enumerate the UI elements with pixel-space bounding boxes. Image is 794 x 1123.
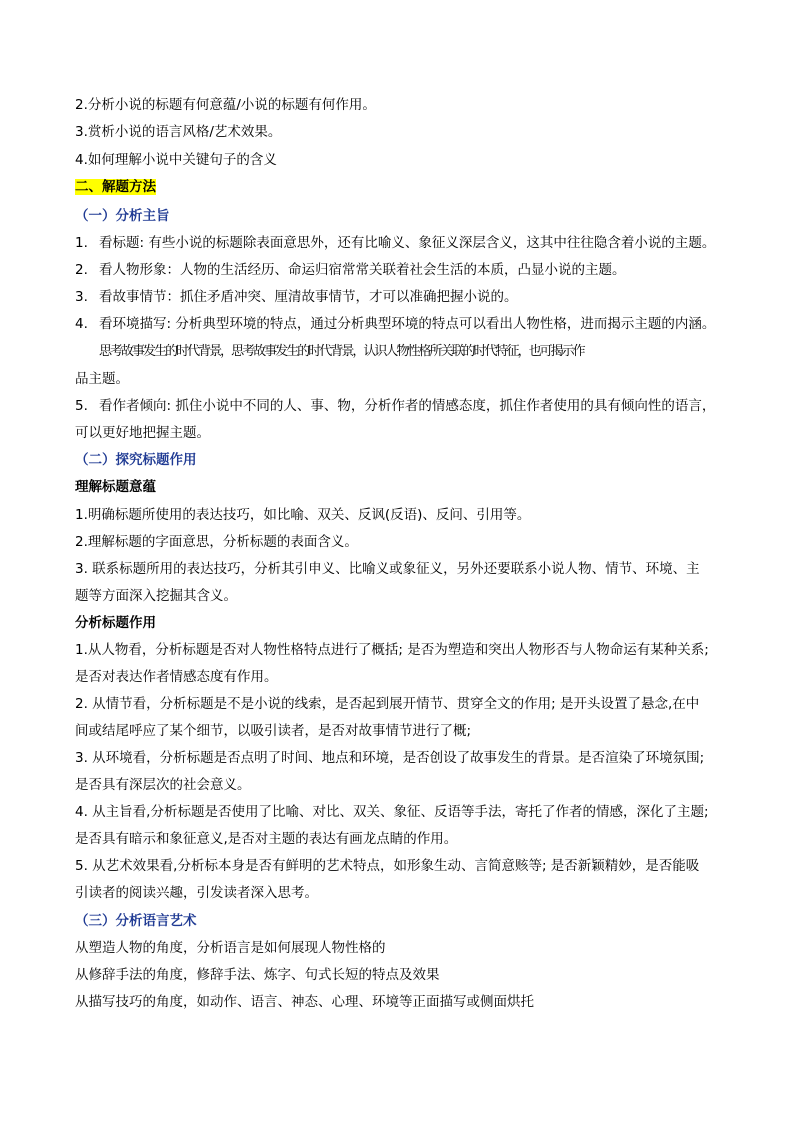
- paragraph-line: 引读者的阅读兴趣，引发读者深入思考。: [75, 885, 318, 901]
- paragraph-line: 从塑造人物的角度，分析语言是如何展现人物性格的: [75, 940, 386, 956]
- list-item: 2.理解标题的字面意思，分析标题的表面含义。: [75, 534, 358, 550]
- item-text: 看环境描写: 分析典型环境的特点，通过分析典型环境的特点可以看出人物性格，进而揭示主题的内涵。: [99, 316, 716, 332]
- section-title-text: 二、解题方法: [75, 179, 156, 195]
- paragraph-line: 间或结尾呼应了某个细节，以吸引读者，是否对故事情节进行了概;: [75, 723, 472, 739]
- list-item: 5. 从艺术效果看,分析标本身是否有鲜明的艺术特点，如形象生动、言简意赅等; 是否新颖精妙，是否能吸: [75, 858, 700, 874]
- list-item: [75, 314, 727, 334]
- item-number: 4.: [75, 316, 88, 332]
- list-item: 3. 从环境看，分析标题是否点明了时间、地点和环境，是否创设了故事发生的背景。是否渲染了环境氛围;: [75, 750, 705, 766]
- subsection-title: （二）探究标题作用: [75, 452, 197, 468]
- heading: 分析标题作用: [75, 615, 156, 631]
- list-item: 2.分析小说的标题有何意蕴/小说的标题有何作用。: [75, 97, 376, 113]
- list-item: 1.从人物看，分析标题是否对人物性格特点进行了概括; 是否为塑造和突出人物形否与人物命运有某种关系;: [75, 642, 709, 658]
- list-item: 3.赏析小说的语言风格/艺术效果。: [75, 124, 282, 140]
- item-text: 看故事情节：抓住矛盾冲突、厘清故事情节，才可以准确把握小说的。: [99, 289, 518, 305]
- item-text: 看人物形象：人物的生活经历、命运归宿常常关联着社会生活的本质，凸显小说的主题。: [99, 262, 626, 278]
- paragraph-line: 是否对表达作者情感态度有作用。: [75, 669, 278, 685]
- paragraph-line: 是否具有深层次的社会意义。: [75, 777, 251, 793]
- item-number: 1.: [75, 235, 88, 251]
- heading: 理解标题意蕴: [75, 479, 156, 495]
- item-number: 5.: [75, 398, 88, 414]
- subsection-title: （三）分析语言艺术: [75, 913, 197, 929]
- list-item: 4. 从主旨看,分析标题是否使用了比喻、对比、双关、象征、反语等手法，寄托了作者的情感，深化了主题;: [75, 804, 709, 820]
- item-text: 看作者倾向: 抓住小说中不同的人、事、物，分析作者的情感态度，抓住作者使用的具有倾向性的语言，: [99, 398, 716, 414]
- section-title: [75, 177, 727, 197]
- list-item: [75, 396, 727, 416]
- list-item: 1.明确标题所使用的表达技巧，如比喻、双关、反讽(反语)、反问、引用等。: [75, 507, 531, 523]
- list-item: [75, 233, 727, 253]
- item-number: 3.: [75, 289, 88, 305]
- paragraph-line: 思考故事发生的时代背景，思考故事发生的时代背景，认识人物性格所关联的时代特征，也可揭示作: [99, 344, 584, 359]
- subsection-title: （一）分析主旨: [75, 208, 170, 224]
- paragraph-line: 是否具有暗示和象征意义,是否对主题的表达有画龙点睛的作用。: [75, 831, 458, 847]
- paragraph-line: 从描写技巧的角度，如动作、语言、神态、心理、环境等正面描写或侧面烘托: [75, 994, 534, 1010]
- list-item: [75, 287, 727, 307]
- list-item: 4.如何理解小说中关键句子的含义: [75, 152, 277, 168]
- item-text: 看标题: 有些小说的标题除表面意思外，还有比喻义、象征义深层含义，这其中往往隐含着小说的主题。: [99, 235, 716, 251]
- paragraph-line: 可以更好地把握主题。: [75, 425, 210, 441]
- list-item: 3. 联系标题所用的表达技巧，分析其引申义、比喻义或象征义，另外还要联系小说人物、情节、环境、主: [75, 561, 700, 577]
- paragraph-line: 品主题。: [75, 371, 129, 387]
- item-number: 2.: [75, 262, 88, 278]
- paragraph-line: 题等方面深入挖掘其含义。: [75, 588, 237, 604]
- paragraph-line: 从修辞手法的角度，修辞手法、炼字、句式长短的特点及效果: [75, 967, 440, 983]
- list-item: 2. 从情节看，分析标题是不是小说的线索，是否起到展开情节、贯穿全文的作用; 是开头设置了悬念,在中: [75, 696, 700, 712]
- list-item: [75, 260, 727, 280]
